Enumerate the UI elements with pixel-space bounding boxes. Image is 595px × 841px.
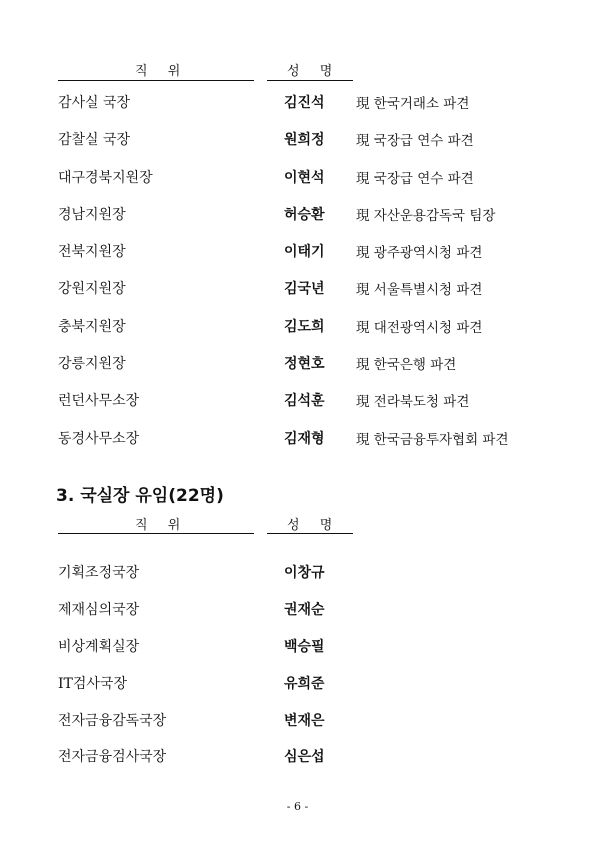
position-cell: 대구경북지원장 (58, 170, 153, 186)
table-row (0, 710, 595, 734)
position-cell: IT검사국장 (58, 676, 127, 692)
table-row (0, 316, 595, 340)
note-cell: 現 전라북도청 파견 (356, 394, 470, 410)
position-cell: 감사실 국장 (58, 95, 131, 111)
position-cell: 강원지원장 (58, 281, 126, 297)
name-cell: 이창규 (284, 565, 325, 581)
table-row (0, 241, 595, 265)
note-cell: 現 자산운용감독국 팀장 (356, 208, 496, 224)
position-cell: 전북지원장 (58, 244, 126, 260)
position-cell: 강릉지원장 (58, 356, 126, 372)
table1-header-position: 직 위 (135, 64, 189, 79)
table-row (0, 428, 595, 452)
note-cell: 現 광주광역시청 파견 (356, 245, 483, 261)
name-cell: 이현석 (284, 170, 325, 186)
note-cell: 現 국장급 연수 파견 (356, 133, 474, 149)
name-cell: 이태기 (284, 244, 325, 260)
position-cell: 비상계획실장 (58, 639, 140, 655)
name-cell: 백승필 (284, 639, 325, 655)
name-cell: 김재형 (284, 431, 325, 447)
section-title: 3. 국실장 유임(22명) (56, 486, 224, 506)
name-cell: 원희정 (284, 132, 325, 148)
note-cell: 現 대전광역시청 파견 (356, 320, 483, 336)
name-cell: 유희준 (284, 676, 325, 692)
page-number: - 6 - (286, 800, 309, 813)
table1-header-rule-name (267, 80, 353, 81)
name-cell: 심은섭 (284, 749, 325, 765)
note-cell: 現 서울특별시청 파견 (356, 282, 483, 298)
name-cell: 김국년 (284, 281, 325, 297)
table-row (0, 636, 595, 660)
table-row (0, 167, 595, 191)
name-cell: 허승환 (284, 207, 325, 223)
note-cell: 現 한국거래소 파견 (356, 96, 470, 112)
table-row (0, 599, 595, 623)
table-row (0, 390, 595, 414)
table-row (0, 129, 595, 153)
position-cell: 동경사무소장 (58, 431, 140, 447)
table1-header-name: 성 명 (287, 64, 341, 79)
position-cell: 런던사무소장 (58, 393, 140, 409)
name-cell: 정현호 (284, 356, 325, 372)
table-row (0, 204, 595, 228)
position-cell: 감찰실 국장 (58, 132, 131, 148)
position-cell: 경남지원장 (58, 207, 126, 223)
table-row (0, 562, 595, 586)
table-row (0, 353, 595, 377)
position-cell: 전자금융검사국장 (58, 749, 167, 765)
position-cell: 기획조정국장 (58, 565, 140, 581)
table2-header-rule-position (58, 533, 254, 534)
position-cell: 제재심의국장 (58, 602, 140, 618)
note-cell: 現 한국금융투자협회 파견 (356, 432, 509, 448)
position-cell: 전자금융감독국장 (58, 713, 167, 729)
note-cell: 現 국장급 연수 파견 (356, 171, 474, 187)
name-cell: 권재순 (284, 602, 325, 618)
name-cell: 변재은 (284, 713, 325, 729)
table-row (0, 278, 595, 302)
name-cell: 김도희 (284, 319, 325, 335)
position-cell: 충북지원장 (58, 319, 126, 335)
table1-header-rule-position (58, 80, 254, 81)
table2-header-name: 성 명 (287, 518, 341, 533)
table2-header-position: 직 위 (135, 518, 189, 533)
table-row (0, 673, 595, 697)
table2-header-rule-name (267, 533, 353, 534)
note-cell: 現 한국은행 파견 (356, 357, 457, 373)
table-row (0, 746, 595, 770)
name-cell: 김석훈 (284, 393, 325, 409)
name-cell: 김진석 (284, 95, 325, 111)
table-row (0, 92, 595, 116)
